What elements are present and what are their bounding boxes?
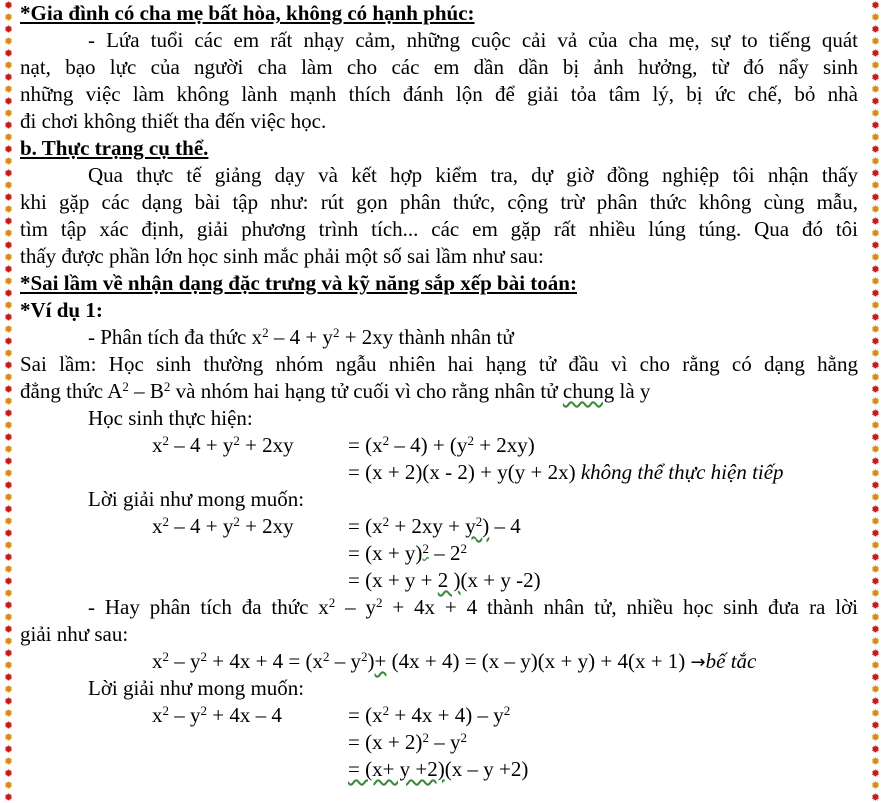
- star-ornament-icon: ✹: [870, 83, 881, 96]
- star-ornament-icon: ✹: [3, 323, 14, 336]
- star-ornament-icon: ✹: [3, 443, 14, 456]
- star-ornament-icon: ✹: [870, 443, 881, 456]
- star-ornament-icon: ✹: [870, 479, 881, 492]
- star-ornament-icon: ✹: [870, 659, 881, 672]
- star-ornament-icon: ✹: [3, 59, 14, 72]
- mistake-line: Sai lầm: Học sinh thường nhóm ngẫu nhiên hai hạng tử đầu vì cho rằng có dạng hằng: [20, 352, 858, 376]
- star-ornament-icon: ✹: [870, 131, 881, 144]
- math-line: = (x + y + 2 )(x + y -2): [348, 568, 541, 592]
- star-ornament-icon: ✹: [3, 191, 14, 204]
- star-ornament-icon: ✹: [3, 467, 14, 480]
- star-ornament-icon: ✹: [870, 359, 881, 372]
- star-ornament-icon: ✹: [870, 611, 881, 624]
- star-ornament-icon: ✹: [3, 167, 14, 180]
- star-ornament-icon: ✹: [870, 503, 881, 516]
- star-ornament-icon: ✹: [3, 743, 14, 756]
- star-ornament-icon: ✹: [870, 467, 881, 480]
- math-line: = (x+ y +2)(x – y +2): [348, 757, 529, 781]
- decorative-border-left: [2, 0, 15, 803]
- star-ornament-icon: ✹: [870, 143, 881, 156]
- star-ornament-icon: ✹: [3, 539, 14, 552]
- paragraph-line: nạt, bạo lực của người cha làm cho các em dần dần bị ảnh hưởng, từ đó nẩy sinh: [20, 55, 858, 79]
- star-ornament-icon: ✹: [3, 203, 14, 216]
- star-ornament-icon: ✹: [870, 731, 881, 744]
- star-ornament-icon: ✹: [870, 0, 881, 12]
- star-ornament-icon: ✹: [870, 719, 881, 732]
- star-ornament-icon: ✹: [3, 395, 14, 408]
- math-line: $x^2 - y^2 + 4x - 4$ = $(x^2 + 4x + 4) - y^2$: [152, 703, 511, 727]
- math-line: $x^2 - y^2 + 4x + 4 = (x^2 - y^2)+ (4x + 4) = (x - y)(x + y) + 4(x + 1)$ →bế tắc: [152, 649, 757, 673]
- star-ornament-icon: ✹: [3, 503, 14, 516]
- star-ornament-icon: ✹: [870, 107, 881, 120]
- heading-mistake-type: *Sai lầm về nhận dạng đặc trưng và kỹ năng sắp xếp bài toán:: [20, 271, 577, 295]
- star-ornament-icon: ✹: [870, 323, 881, 336]
- star-ornament-icon: ✹: [3, 431, 14, 444]
- star-ornament-icon: ✹: [3, 683, 14, 696]
- star-ornament-icon: ✹: [3, 335, 14, 348]
- star-ornament-icon: ✹: [3, 599, 14, 612]
- star-ornament-icon: ✹: [870, 47, 881, 60]
- star-ornament-icon: ✹: [3, 227, 14, 240]
- star-ornament-icon: ✹: [3, 155, 14, 168]
- example1-task: - Phân tích đa thức $x^2 - 4 + y^2 + 2xy$ thành nhân tử: [88, 325, 514, 349]
- star-ornament-icon: ✹: [3, 647, 14, 660]
- star-ornament-icon: ✹: [3, 23, 14, 36]
- star-ornament-icon: ✹: [3, 143, 14, 156]
- paragraph-line: đi chơi không thiết tha đến việc học.: [20, 109, 327, 133]
- star-ornament-icon: ✹: [3, 347, 14, 360]
- star-ornament-icon: ✹: [870, 251, 881, 264]
- star-ornament-icon: ✹: [3, 107, 14, 120]
- star-ornament-icon: ✹: [3, 623, 14, 636]
- star-ornament-icon: ✹: [870, 599, 881, 612]
- paragraph-line: Qua thực tế giảng dạy và kết hợp kiểm tra, dự giờ đồng nghiệp tôi nhận thấy: [88, 163, 858, 187]
- star-ornament-icon: ✹: [3, 83, 14, 96]
- star-ornament-icon: ✹: [870, 743, 881, 756]
- star-ornament-icon: ✹: [870, 695, 881, 708]
- star-ornament-icon: ✹: [3, 71, 14, 84]
- star-ornament-icon: ✹: [870, 335, 881, 348]
- star-ornament-icon: ✹: [3, 311, 14, 324]
- star-ornament-icon: ✹: [3, 719, 14, 732]
- star-ornament-icon: ✹: [870, 287, 881, 300]
- star-ornament-icon: ✹: [3, 551, 14, 564]
- star-ornament-icon: ✹: [870, 527, 881, 540]
- star-ornament-icon: ✹: [3, 95, 14, 108]
- star-ornament-icon: ✹: [3, 515, 14, 528]
- star-ornament-icon: ✹: [3, 263, 14, 276]
- star-ornament-icon: ✹: [870, 623, 881, 636]
- star-ornament-icon: ✹: [3, 731, 14, 744]
- star-ornament-icon: ✹: [870, 299, 881, 312]
- star-ornament-icon: ✹: [870, 647, 881, 660]
- star-ornament-icon: ✹: [870, 71, 881, 84]
- star-ornament-icon: ✹: [870, 767, 881, 780]
- star-ornament-icon: ✹: [870, 191, 881, 204]
- example2-task: - Hay phân tích đa thức $x^2 - y^2 + 4x + 4$ thành nhân tử, nhiều học sinh đưa ra lời: [88, 595, 859, 619]
- star-ornament-icon: ✹: [870, 179, 881, 192]
- star-ornament-icon: ✹: [870, 59, 881, 72]
- star-ornament-icon: ✹: [3, 779, 14, 792]
- star-ornament-icon: ✹: [870, 11, 881, 24]
- star-ornament-icon: ✹: [3, 35, 14, 48]
- math-line: = (x + 2)(x - 2) + y(y + 2x) không thể thực hiện tiếp: [348, 460, 784, 484]
- star-ornament-icon: ✹: [3, 275, 14, 288]
- star-ornament-icon: ✹: [3, 707, 14, 720]
- star-ornament-icon: ✹: [870, 383, 881, 396]
- right-arrow-icon: →: [690, 652, 706, 673]
- star-ornament-icon: ✹: [3, 239, 14, 252]
- heading-section-b: b. Thực trạng cụ thể.: [20, 136, 209, 160]
- star-ornament-icon: ✹: [870, 551, 881, 564]
- star-ornament-icon: ✹: [870, 455, 881, 468]
- paragraph-line: tìm tập xác định, giải phương trình tích... các em gặp rất nhiều lúng túng. Qua đó tôi: [20, 217, 858, 241]
- star-ornament-icon: ✹: [3, 611, 14, 624]
- star-ornament-icon: ✹: [3, 695, 14, 708]
- example2-task-cont: giải như sau:: [20, 622, 129, 646]
- star-ornament-icon: ✹: [870, 119, 881, 132]
- star-ornament-icon: ✹: [870, 671, 881, 684]
- student-does-label: Học sinh thực hiện:: [88, 406, 253, 430]
- star-ornament-icon: ✹: [3, 11, 14, 24]
- star-ornament-icon: ✹: [3, 287, 14, 300]
- document-page: [20, 0, 858, 783]
- star-ornament-icon: ✹: [870, 431, 881, 444]
- star-ornament-icon: ✹: [870, 515, 881, 528]
- star-ornament-icon: ✹: [3, 563, 14, 576]
- star-ornament-icon: ✹: [870, 755, 881, 768]
- math-line: $x^2 - 4 + y^2 + 2xy$ = $(x^2 + 2xy + y^2) - 4$: [152, 514, 521, 538]
- star-ornament-icon: ✹: [3, 179, 14, 192]
- star-ornament-icon: ✹: [870, 407, 881, 420]
- mistake-line: đẳng thức $A^2 - B^2$ và nhóm hai hạng tử cuối vì cho rằng nhân tử chung là y: [20, 379, 651, 403]
- heading-family: *Gia đình có cha mẹ bất hòa, không có hạnh phúc:: [20, 1, 475, 25]
- star-ornament-icon: ✹: [870, 563, 881, 576]
- star-ornament-icon: ✹: [3, 479, 14, 492]
- star-ornament-icon: ✹: [870, 155, 881, 168]
- star-ornament-icon: ✹: [3, 659, 14, 672]
- star-ornament-icon: ✹: [3, 299, 14, 312]
- star-ornament-icon: ✹: [870, 539, 881, 552]
- star-ornament-icon: ✹: [870, 95, 881, 108]
- star-ornament-icon: ✹: [870, 395, 881, 408]
- star-ornament-icon: ✹: [3, 527, 14, 540]
- star-ornament-icon: ✹: [870, 227, 881, 240]
- star-ornament-icon: ✹: [870, 275, 881, 288]
- star-ornament-icon: ✹: [3, 455, 14, 468]
- example-label: *Ví dụ 1:: [20, 298, 103, 322]
- star-ornament-icon: ✹: [3, 635, 14, 648]
- star-ornament-icon: ✹: [870, 23, 881, 36]
- star-ornament-icon: ✹: [3, 47, 14, 60]
- star-ornament-icon: ✹: [870, 779, 881, 792]
- star-ornament-icon: ✹: [3, 383, 14, 396]
- star-ornament-icon: ✹: [3, 575, 14, 588]
- star-ornament-icon: ✹: [3, 491, 14, 504]
- math-line: = $(x + y)^2 - 2^2$: [348, 541, 467, 565]
- paragraph-line: thấy được phần lớn học sinh mắc phải một số sai lầm như sau:: [20, 244, 544, 268]
- star-ornament-icon: ✹: [3, 251, 14, 264]
- paragraph-line: - Lứa tuổi các em rất nhạy cảm, những cuộc cải vả của cha mẹ, sự to tiếng quát: [88, 28, 858, 52]
- star-ornament-icon: ✹: [3, 767, 14, 780]
- star-ornament-icon: ✹: [870, 575, 881, 588]
- desired-solution-label: Lời giải như mong muốn:: [88, 487, 305, 511]
- star-ornament-icon: ✹: [870, 167, 881, 180]
- star-ornament-icon: ✹: [870, 215, 881, 228]
- star-ornament-icon: ✹: [3, 131, 14, 144]
- star-ornament-icon: ✹: [870, 371, 881, 384]
- star-ornament-icon: ✹: [870, 263, 881, 276]
- star-ornament-icon: ✹: [3, 671, 14, 684]
- star-ornament-icon: ✹: [3, 0, 14, 12]
- decorative-border-right: [869, 0, 882, 803]
- star-ornament-icon: ✹: [3, 359, 14, 372]
- star-ornament-icon: ✹: [870, 239, 881, 252]
- desired-solution-label: Lời giải như mong muốn:: [88, 676, 305, 700]
- paragraph-line: những việc làm không lành mạnh thích đánh lộn để giải tỏa tâm lý, bị ức chế, bỏ nhà: [20, 82, 858, 106]
- star-ornament-icon: ✹: [3, 791, 14, 803]
- star-ornament-icon: ✹: [870, 635, 881, 648]
- star-ornament-icon: ✹: [3, 755, 14, 768]
- star-ornament-icon: ✹: [870, 347, 881, 360]
- star-ornament-icon: ✹: [3, 119, 14, 132]
- star-ornament-icon: ✹: [3, 587, 14, 600]
- star-ornament-icon: ✹: [870, 35, 881, 48]
- star-ornament-icon: ✹: [3, 407, 14, 420]
- star-ornament-icon: ✹: [870, 707, 881, 720]
- paragraph-line: khi gặp các dạng bài tập như: rút gọn phân thức, cộng trừ phân thức không cùng mẫu,: [20, 190, 858, 214]
- star-ornament-icon: ✹: [870, 587, 881, 600]
- star-ornament-icon: ✹: [870, 491, 881, 504]
- math-line: = $(x + 2)^2 - y^2$: [348, 730, 467, 754]
- star-ornament-icon: ✹: [870, 683, 881, 696]
- star-ornament-icon: ✹: [3, 215, 14, 228]
- star-ornament-icon: ✹: [870, 311, 881, 324]
- star-ornament-icon: ✹: [870, 791, 881, 803]
- star-ornament-icon: ✹: [3, 419, 14, 432]
- math-line: $x^2 - 4 + y^2 + 2xy$ = $(x^2 - 4) + (y^2 + 2xy)$: [152, 433, 535, 457]
- star-ornament-icon: ✹: [870, 419, 881, 432]
- star-ornament-icon: ✹: [3, 371, 14, 384]
- star-ornament-icon: ✹: [870, 203, 881, 216]
